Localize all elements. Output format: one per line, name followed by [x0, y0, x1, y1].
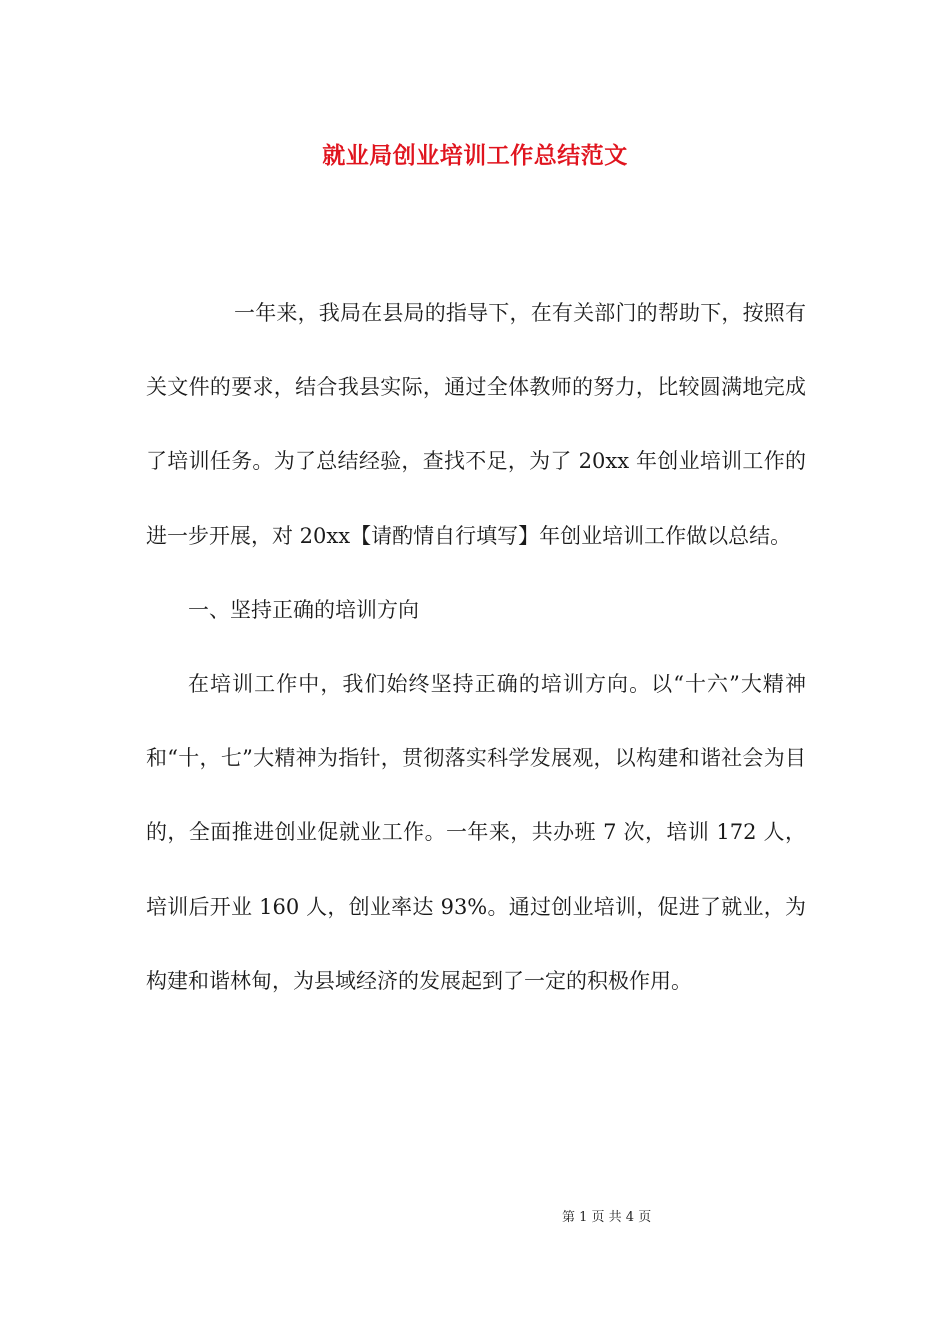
document-body — [146, 276, 806, 1018]
paragraph-intro: 一年来，我局在县局的指导下，在有关部门的帮助下，按照有关文件的要求，结合我县实际，通过全体教师的努力，比较圆满地完成了培训任务。为了总结经验，查找不足，为了 20xx 年创业培训工作的进一步开展，对 20xx【请酌情自行填写】年创业培训工作做以总结。 — [146, 301, 806, 548]
section-heading: 一、坚持正确的培训方向 — [188, 597, 419, 622]
paragraph-training-direction: 在培训工作中，我们始终坚持正确的培训方向。以“十六”大精神和“十，七”大精神为指针，贯彻落实科学发展观，以构建和谐社会为目的，全面推进创业促就业工作。一年来，共办班 7 次，培训 172 人，培训后开业 160 人，创业率达 93%。通过创业培训，促进了就业，为构建和谐林甸，为县域经济的发展起到了一定的积极作用。 — [146, 672, 806, 993]
document-title: 就业局创业培训工作总结范文 — [322, 142, 628, 169]
page-number: 第 1 页 共 4 页 — [562, 1210, 652, 1225]
